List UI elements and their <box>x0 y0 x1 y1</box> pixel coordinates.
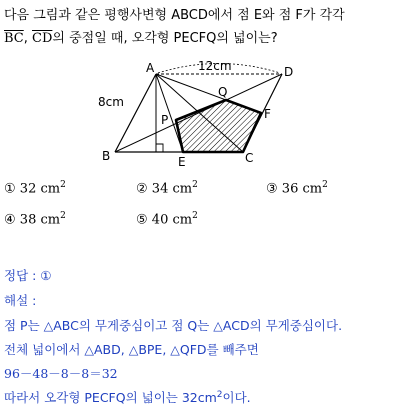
label-b: B <box>102 149 111 163</box>
choice-2-value: 34 cm <box>151 181 193 197</box>
choice-5[interactable] <box>136 211 198 227</box>
label-d: D <box>284 65 294 79</box>
solution-line-1: 점 P는 △ABC의 무게중심이고 점 Q는 △ACD의 무게중심이다. <box>4 318 343 333</box>
choice-2-exp: 2 <box>192 180 198 190</box>
choice-2-mark: ② <box>136 181 148 197</box>
choice-5-value: 40 cm <box>151 212 193 228</box>
label-e: E <box>178 155 186 169</box>
choice-4-value: 38 cm <box>19 212 61 228</box>
solution-line-4 <box>4 388 251 406</box>
choice-3-value: 36 cm <box>281 181 323 197</box>
label-c: C <box>245 151 254 165</box>
choice-5-mark: ⑤ <box>136 212 148 228</box>
question-line-1: 다음 그림과 같은 평행사변형 ABCD에서 점 E와 점 F가 각각 <box>4 8 345 23</box>
choice-1-value: 32 cm <box>19 181 61 197</box>
label-q: Q <box>218 85 228 99</box>
label-8cm: 8cm <box>98 95 124 109</box>
choice-4-exp: 2 <box>60 211 66 221</box>
side-ab <box>115 74 156 152</box>
solution-line-4-a: 따라서 오각형 PECFQ의 넓이는 32cm <box>4 390 217 405</box>
separator: , <box>23 31 33 46</box>
solution-line-4-exp: 2 <box>216 389 223 400</box>
solution-line-4-b: 이다. <box>222 390 251 405</box>
choice-1-mark: ① <box>4 181 16 197</box>
label-f: F <box>264 107 271 121</box>
solution-line-2: 전체 넓이에서 △ABD, △BPE, △QFD를 빼주면 <box>4 342 259 357</box>
label-a: A <box>146 61 155 75</box>
choice-3-exp: 2 <box>322 180 328 190</box>
solution-line-3: 96－48－8－8＝32 <box>4 366 118 381</box>
choice-1[interactable] <box>4 180 66 196</box>
right-angle-mark <box>156 144 163 152</box>
choice-5-exp: 2 <box>192 211 198 221</box>
choice-4-mark: ④ <box>4 212 16 228</box>
segment-cd: $\overline{CD}$ <box>32 31 53 46</box>
segment-bc: $\overline{BC}$ <box>4 31 24 46</box>
label-p: P <box>161 113 169 127</box>
question-line-2 <box>4 27 278 46</box>
parallelogram-figure <box>98 58 308 170</box>
choice-4[interactable] <box>4 211 66 227</box>
label-12cm: 12cm <box>198 59 232 73</box>
choice-3-mark: ③ <box>266 181 278 197</box>
answer-line: 정답 : ① <box>4 268 52 283</box>
question-line-2-rest: 의 중점일 때, 오각형 PECFQ의 넓이는? <box>52 31 278 46</box>
choice-2[interactable] <box>136 180 198 196</box>
choice-3[interactable] <box>266 180 328 196</box>
choice-1-exp: 2 <box>60 180 66 190</box>
explanation-label: 해설 : <box>4 293 37 308</box>
